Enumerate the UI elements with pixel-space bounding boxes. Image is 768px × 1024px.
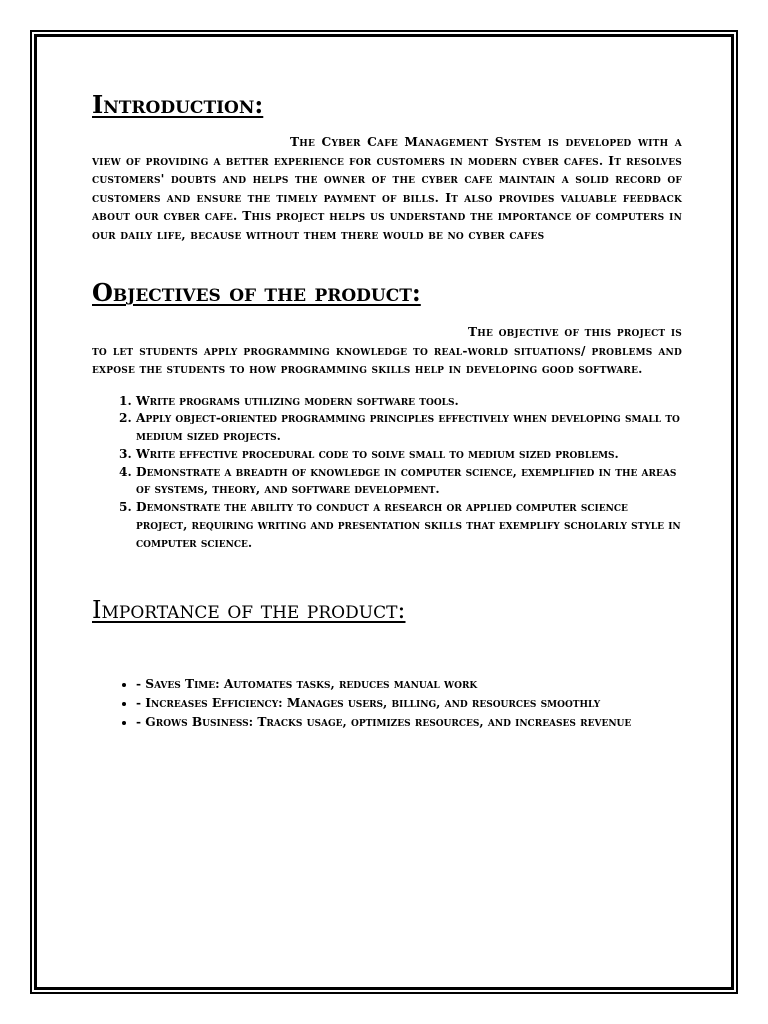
list-item: 3. Write effective procedural code to solve small to medium sized problems.: [136, 446, 682, 464]
list-item: 5. Demonstrate the ability to conduct a research or applied computer science project, requiring writing and presentation skills that exemplify scholarly style in computer science.: [136, 499, 682, 552]
document-body: [92, 88, 682, 732]
list-item: • - Increases Efficiency: Manages users, billing, and resources smoothly: [136, 694, 682, 713]
list-item: 1. Write programs utilizing modern software tools.: [136, 393, 682, 411]
introduction-paragraph: [92, 133, 682, 244]
importance-heading: Importance of the product:: [92, 595, 406, 624]
list-item: 2. Apply object-oriented programming principles effectively when developing small to medium sized projects.: [136, 410, 682, 446]
objectives-list: [92, 393, 682, 553]
objectives-section: [92, 276, 682, 553]
introduction-heading: Introduction:: [92, 90, 264, 119]
objectives-text: The objective of this project is to let students apply programming knowledge to real-world situations/ problems and expose the students to how programming skills help in developing good software.: [92, 325, 682, 376]
list-item: • - Saves Time: Automates tasks, reduces manual work: [136, 675, 682, 694]
introduction-text: The Cyber Cafe Management System is developed with a view of providing a better experience for customers in modern cyber cafes. It resolves customers' doubts and helps the owner of the cyber cafe maintain a solid record of customers and ensure the timely payment of bills. It also provides valuable feedback about our cyber cafe. This project helps us understand the importance of computers in our daily life, because without them there would be no cyber cafes: [92, 135, 682, 242]
objectives-heading: Objectives of the product:: [92, 278, 421, 307]
list-item: 4. Demonstrate a breadth of knowledge in computer science, exemplified in the areas of systems, theory, and software development.: [136, 464, 682, 500]
importance-section: [92, 593, 682, 732]
objectives-paragraph: [92, 323, 682, 379]
list-item: • - Grows Business: Tracks usage, optimizes resources, and increases revenue: [136, 713, 682, 732]
importance-list: [92, 675, 682, 732]
introduction-section: [92, 88, 682, 244]
